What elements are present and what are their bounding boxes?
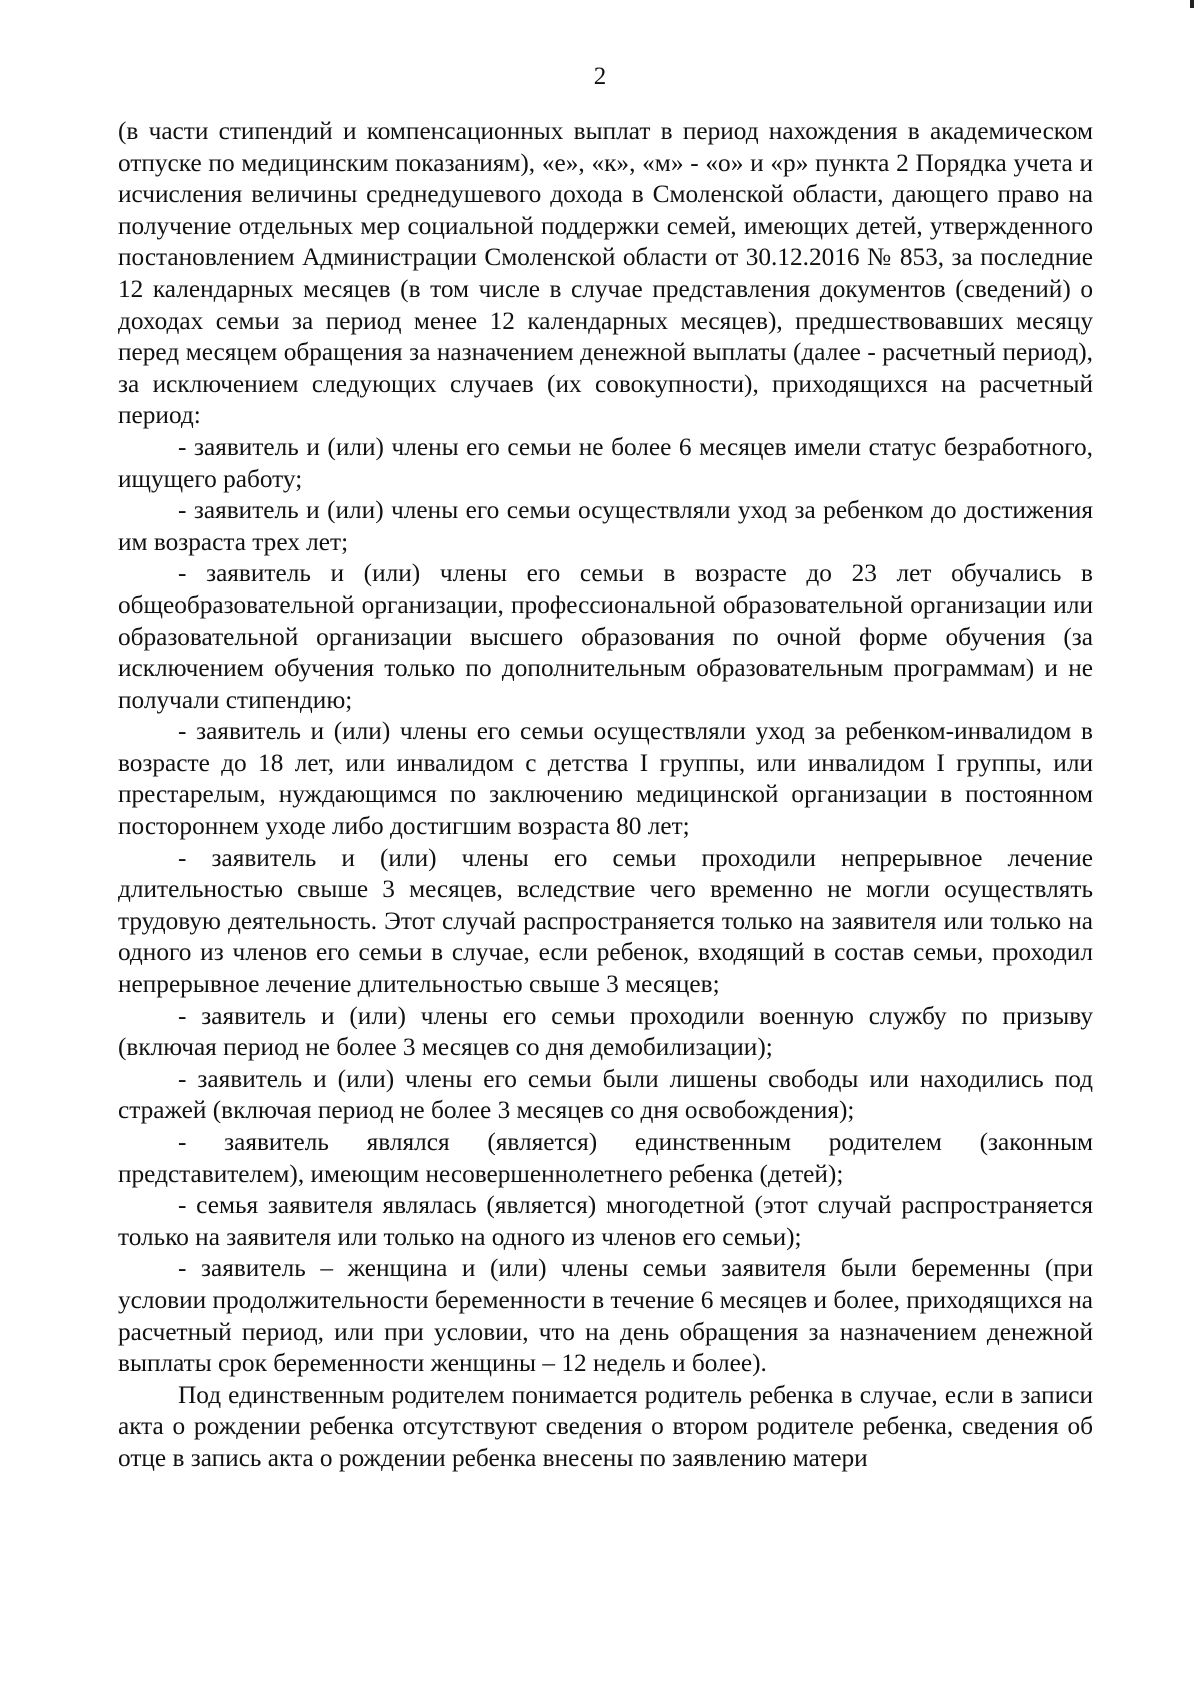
paragraph-pregnancy: - заявитель – женщина и (или) члены семьи заявителя были беременны (при условии продолжительности беременности в течение 6 месяцев и более, приходящихся на расчетный период, или при условии, что на день обращения за назначением денежной выплаты срок беременности женщины – 12 недель и более).: [118, 1254, 1093, 1378]
paragraph-intro: (в части стипендий и компенсационных выплат в период нахождения в академическом отпуске по медицинским показаниям), «е», «к», «м» - «о» и «р» пункта 2 Порядка учета и исчисления величины среднедушевого дохода в Смоленской области, дающего право на получение отдельных мер социальной поддержки семей, имеющих детей, утвержденного постановлением Администрации Смоленской области от 30.12.2016 № 853, за последние 12 календарных месяцев (в том числе в случае представления документов (сведений) о доходах семьи за период менее 12 календарных месяцев), предшествовавших месяцу перед месяцем обращения за назначением денежной выплаты (далее - расчетный период), за исключением следующих случаев (их совокупности), приходящихся на расчетный период:: [118, 117, 1093, 430]
paragraph-single-parent: - заявитель являлся (является) единственным родителем (законным представителем), имеющим несовершеннолетнего ребенка (детей);: [118, 1128, 1093, 1188]
paragraph-treatment: - заявитель и (или) члены его семьи проходили непрерывное лечение длительностью свыше 3 месяцев, вследствие чего временно не могли осуществлять трудовую деятельность. Этот случай распространяется только на заявителя или только на одного из членов его семьи в случае, если ребенок, входящий в состав семьи, проходил непрерывное лечение длительностью свыше 3 месяцев;: [118, 843, 1093, 999]
page-number: 2: [593, 63, 607, 90]
paragraph-large-family: - семья заявителя являлась (является) многодетной (этот случай распространяется только на заявителя или только на одного из членов его семьи);: [118, 1191, 1093, 1251]
paragraph-education: - заявитель и (или) члены его семьи в возрасте до 23 лет обучались в общеобразовательной организации, профессиональной образовательной организации или образовательной организации высшего образования по очной форме обучения (за исключением обучения только по дополнительным образовательным программам) и не получали стипендию;: [118, 559, 1093, 714]
paragraph-custody: - заявитель и (или) члены его семьи были лишены свободы или находились под стражей (включая период не более 3 месяцев со дня освобождения);: [118, 1064, 1093, 1125]
scan-mark: [1190, 0, 1194, 8]
paragraph-childcare: - заявитель и (или) члены его семьи осуществляли уход за ребенком до достижения им возраста трех лет;: [118, 496, 1093, 556]
paragraph-unemployed: - заявитель и (или) члены его семьи не более 6 месяцев имели статус безработного, ищущего работу;: [118, 432, 1093, 493]
paragraph-military: - заявитель и (или) члены его семьи проходили военную службу по призыву (включая период не более 3 месяцев со дня демобилизации);: [118, 1001, 1093, 1062]
paragraph-disabled-care: - заявитель и (или) члены его семьи осуществляли уход за ребенком-инвалидом в возрасте до 18 лет, или инвалидом с детства I группы, или инвалидом I группы, или престарелым, нуждающимся по заключению медицинской организации в постоянном постороннем уходе либо достигшим возраста 80 лет;: [118, 717, 1093, 841]
document-body: [118, 116, 1093, 1475]
paragraph-single-parent-definition: Под единственным родителем понимается родитель ребенка в случае, если в записи акта о рождении ребенка отсутствуют сведения о втором родителе ребенка, сведения об отце в запись акта о рождении ребенка внесены по заявлению матери: [118, 1380, 1093, 1472]
